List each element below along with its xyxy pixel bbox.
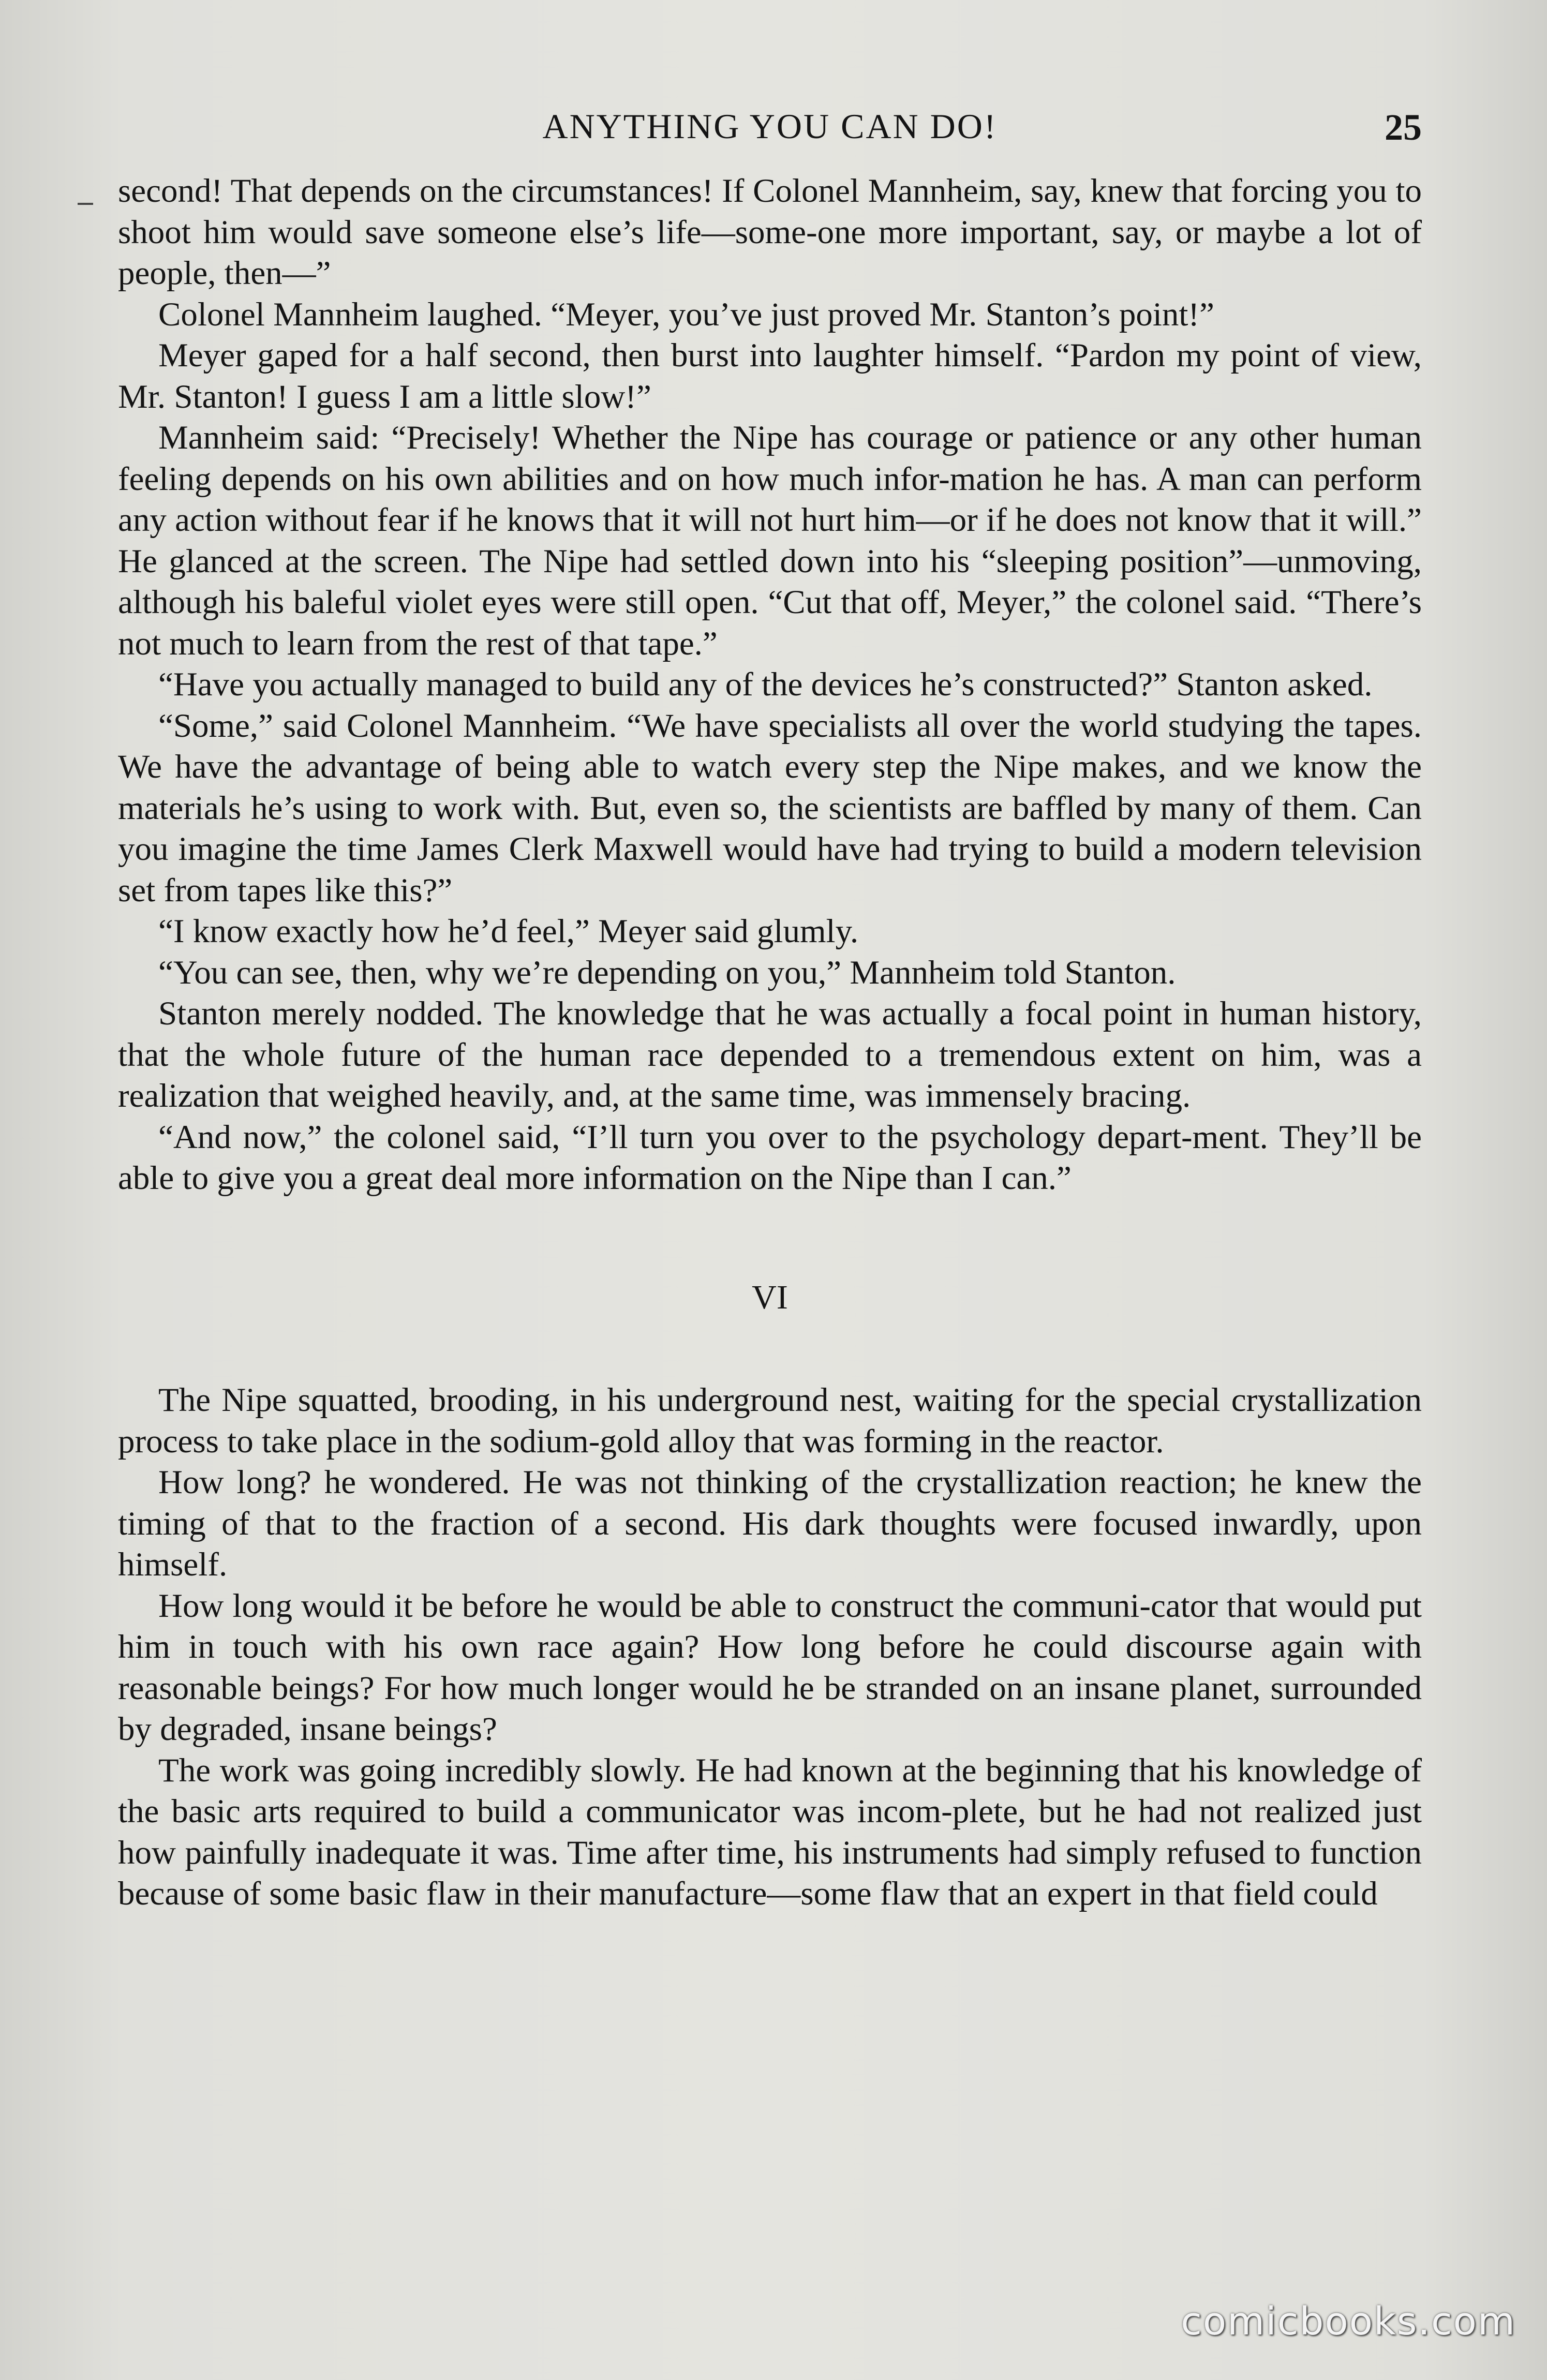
paragraph: Stanton merely nodded. The knowledge that he was actually a focal point in human history, that the whole future of the human race depended to a tremendous extent on him, was a realization that weighed heavily, and, at the same time, was immensely bracing. [118,995,1422,1114]
paragraph: “Have you actually managed to build any of the devices he’s constructed?” Stanton asked. [158,666,1373,703]
paragraph: How long? he wondered. He was not thinking of the crystallization reaction; he knew the timing of that to the fraction of a second. His dark thoughts were focused inwardly, upon himself. [118,1464,1422,1583]
chapter-heading: VI [752,1278,788,1316]
paragraph: The Nipe squatted, brooding, in his underground nest, waiting for the special crystallization process to take place in the sodium-gold alloy that was forming in the reactor. [118,1381,1422,1460]
watermark: comicbooks.com [1181,2299,1516,2344]
paragraph: The work was going incredibly slowly. He had known at the beginning that his knowledge of the basic arts required to build a communicator was incom-plete, but he had not realized just how painfully inadequate it was. Time after time, his instruments had simply refused to function because of some basic flaw in their manufacture—some flaw that an expert in that field could [118,1751,1422,1912]
paragraph: Mannheim said: “Precisely! Whether the Nipe has courage or patience or any other human feeling depends on his own abilities and on how much infor-mation he has. A man can perform any action without fear if he knows that it will not hurt him—or if he does not know that it will.” He glanced at the screen. The Nipe had settled down into his “sleeping position”—unmoving, although his baleful violet eyes were still open. “Cut that off, Meyer,” the colonel said. “There’s not much to learn from the rest of that tape.” [118,419,1422,662]
paragraph: second! That depends on the circumstances! If Colonel Mannheim, say, knew that forcing you to shoot him would save someone else’s life—some-one more important, say, or maybe a lot of people, then—” [118,172,1422,292]
paragraph: “Some,” said Colonel Mannheim. “We have specialists all over the world studying the tapes. We have the advantage of being able to watch every step the Nipe makes, and we know the materials he’s using to work with. But, even so, the scientists are baffled by many of them. Can you imagine the time James Clerk Maxwell would have had trying to build a modern television set from tapes like this?” [118,707,1422,909]
running-title: ANYTHING YOU CAN DO! [542,107,998,146]
body-text [118,171,1422,1915]
paragraph: How long would it be before he would be able to construct the communi-cator that would put him in touch with his own race again? How long before he could discourse again with reasonable beings? For how much longer would he be stranded on an insane planet, surrounded by degraded, insane beings? [118,1587,1422,1748]
paragraph: “I know exactly how he’d feel,” Meyer said glumly. [158,913,859,950]
page-number: 25 [1385,107,1422,148]
paragraph: Meyer gaped for a half second, then burst into laughter himself. “Pardon my point of view, Mr. Stanton! I guess I am a little slow!” [118,337,1422,415]
page-header [118,106,1422,158]
paragraph: “You can see, then, why we’re depending on you,” Mannheim told Stanton. [158,954,1176,991]
paragraph: Colonel Mannheim laughed. “Meyer, you’ve just proved Mr. Stanton’s point!” [158,295,1214,333]
margin-mark [78,203,93,205]
paragraph: “And now,” the colonel said, “I’ll turn you over to the psychology depart-ment. They’ll be able to give you a great deal more information on the Nipe than I can.” [118,1118,1422,1197]
